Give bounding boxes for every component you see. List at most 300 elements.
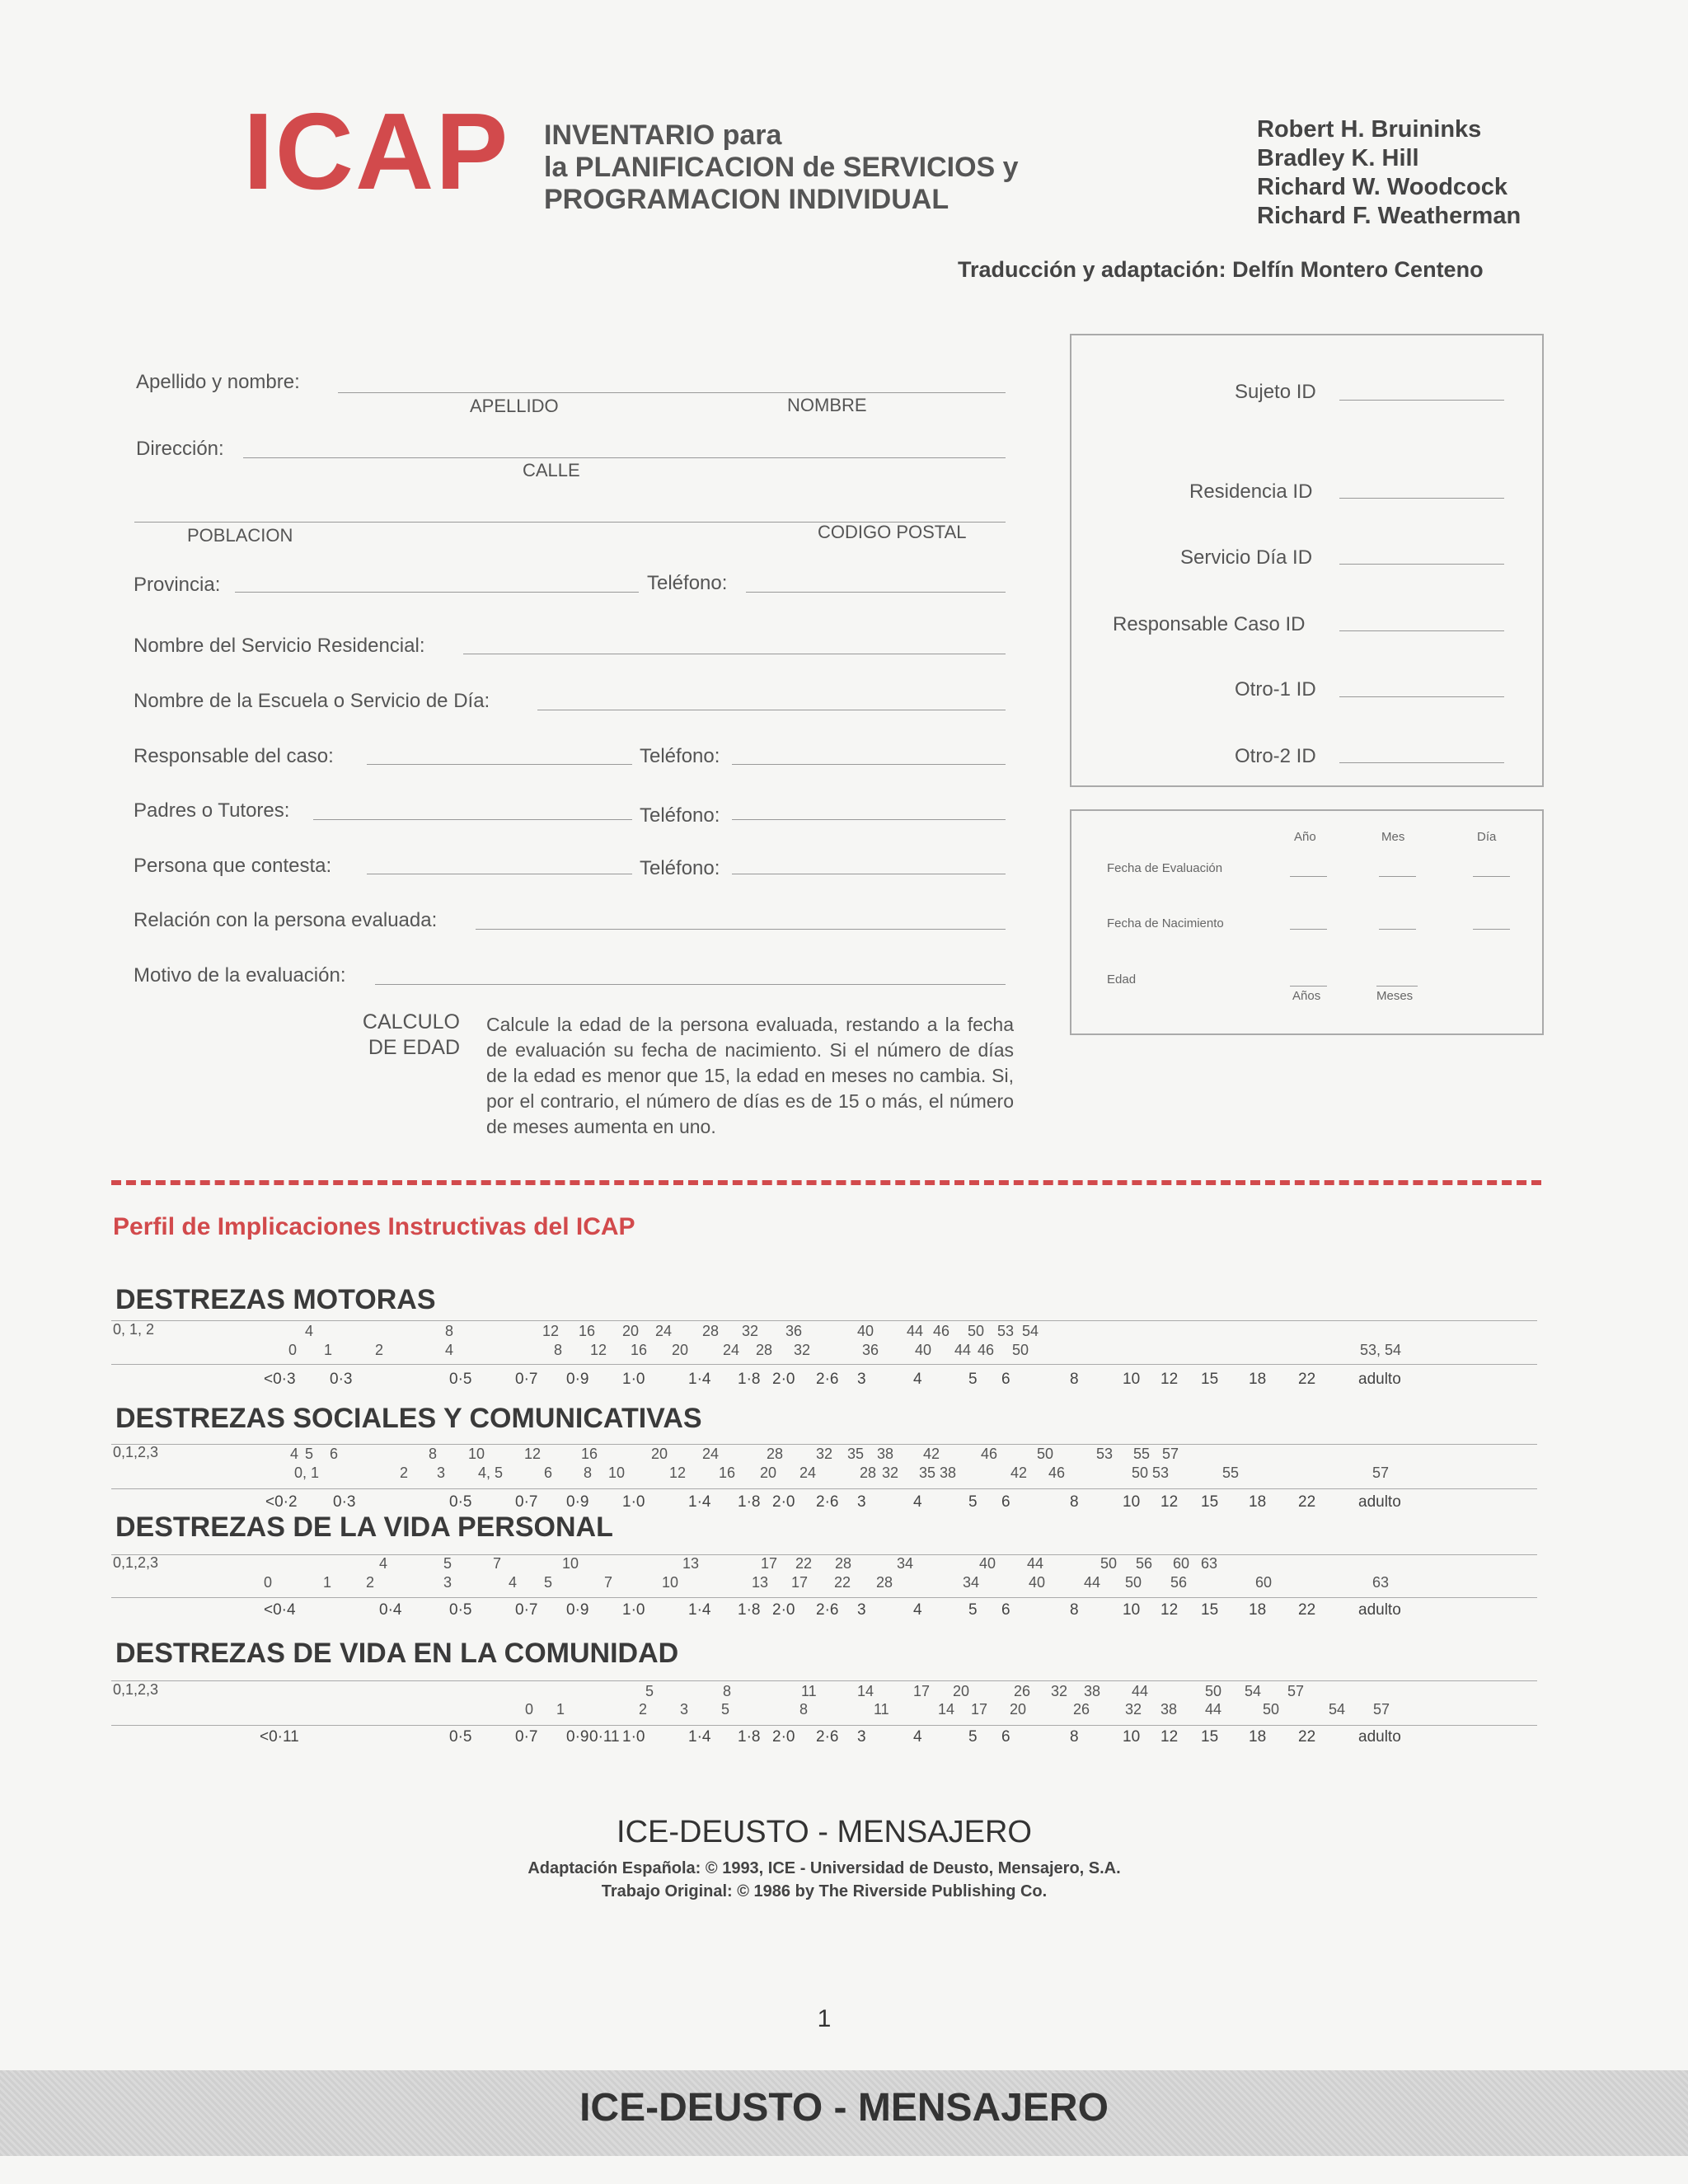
scale-value: 28 [756, 1342, 773, 1358]
document-title [544, 120, 1019, 216]
scale-value: 2 [375, 1342, 384, 1358]
scale-value: 28 [860, 1465, 877, 1481]
edad-anos-field[interactable] [1290, 986, 1327, 987]
scale-value: 60 [1173, 1555, 1190, 1572]
scale-value: 53 [1096, 1446, 1114, 1462]
telefono-field[interactable] [732, 819, 1006, 820]
telefono-field[interactable] [746, 592, 1006, 593]
scale-value: 55 [1222, 1465, 1240, 1481]
evaluacion-ano-field[interactable] [1290, 876, 1327, 877]
scale-value: 32 [742, 1323, 759, 1339]
age-tick: 12 [1160, 1728, 1179, 1746]
scale-value: 20 [651, 1446, 668, 1462]
age-tick: 3 [857, 1493, 866, 1511]
zero-label: 0,1,2,3 [113, 1444, 159, 1460]
age-tick: 3 [857, 1601, 866, 1619]
age-tick: 22 [1298, 1601, 1316, 1619]
scale-value: 16 [719, 1465, 736, 1481]
perfil-heading: Perfil de Implicaciones Instructivas del ICAP [113, 1213, 635, 1240]
age-tick: 15 [1201, 1601, 1219, 1619]
scale-value: 12 [542, 1323, 560, 1339]
scale-value: 16 [579, 1323, 596, 1339]
scale-value: 53, 54 [1360, 1342, 1402, 1358]
responsable-label: Responsable del caso: [134, 745, 334, 767]
scale-value: 13 [682, 1555, 700, 1572]
scale-value: 32 [816, 1446, 833, 1462]
scale-value: 54 [1245, 1683, 1262, 1699]
scale-value: 4 [290, 1446, 299, 1462]
scale-value: 7 [493, 1555, 502, 1572]
age-tick: 2·0 [772, 1493, 795, 1511]
age-tick: 0·7 [515, 1493, 538, 1511]
servicio-dia-id-field[interactable] [1339, 564, 1504, 565]
nacimiento-dia-field[interactable] [1473, 929, 1510, 930]
age-tick: 12 [1160, 1601, 1179, 1619]
scale-value: 57 [1287, 1683, 1305, 1699]
scale-value: 26 [1073, 1701, 1090, 1718]
section-title: DESTREZAS DE VIDA EN LA COMUNIDAD [115, 1638, 679, 1669]
scale-value: 42 [923, 1446, 940, 1462]
age-tick: 2·0 [772, 1728, 795, 1746]
scale-value: 1 [323, 1574, 332, 1591]
scale-value: 32 [794, 1342, 811, 1358]
title-line-1: INVENTARIO para [544, 120, 782, 151]
age-tick: 0·9 [566, 1601, 589, 1619]
age-tick: 1·0 [622, 1371, 645, 1388]
age-tick: 22 [1298, 1493, 1316, 1511]
age-tick: 5 [968, 1371, 978, 1388]
scale-value: 1 [324, 1342, 333, 1358]
evaluacion-mes-field[interactable] [1379, 876, 1416, 877]
scale-value: 60 [1255, 1574, 1273, 1591]
scale-value: 0, 1 [294, 1465, 320, 1481]
copyright-line: Adaptación Española: © 1993, ICE - Universidad de Deusto, Mensajero, S.A. [528, 1859, 1121, 1877]
scale-value: 63 [1372, 1574, 1390, 1591]
scale-value: 56 [1170, 1574, 1188, 1591]
fecha-nacimiento-label: Fecha de Nacimiento [1107, 916, 1224, 930]
age-tick: 4 [913, 1601, 922, 1619]
scale-value: <0·11 [260, 1728, 299, 1746]
nombre-caption: NOMBRE [787, 395, 867, 415]
zero-label: 0, 1, 2 [113, 1321, 155, 1338]
nacimiento-ano-field[interactable] [1290, 929, 1327, 930]
otro-1-id-field[interactable] [1339, 696, 1504, 697]
residencia-id-field[interactable] [1339, 498, 1504, 499]
servicio-residencial-label: Nombre del Servicio Residencial: [134, 635, 425, 657]
scale-value: 38 [940, 1465, 957, 1481]
scale-value: 35 [847, 1446, 865, 1462]
scale-value: 50 [1012, 1342, 1029, 1358]
scale-value: 56 [1136, 1555, 1153, 1572]
telefono-label: Teléfono: [640, 804, 720, 827]
edad-meses-field[interactable] [1376, 986, 1418, 987]
calle-caption: CALLE [523, 460, 580, 480]
page-number: 1 [817, 2005, 832, 2032]
calculo-heading [354, 1010, 460, 1061]
scale-value: 44 [1132, 1683, 1149, 1699]
scale-value: 40 [915, 1342, 932, 1358]
age-tick: 18 [1249, 1601, 1267, 1619]
scale-value: 8 [799, 1701, 809, 1718]
scale-value: 32 [1051, 1683, 1068, 1699]
age-tick: 12 [1160, 1493, 1179, 1511]
calculo-heading-line: CALCULO [362, 1010, 460, 1033]
scale-value: 11 [874, 1701, 889, 1718]
scale-value: 0·3 [330, 1371, 353, 1388]
age-tick: 0·9 [566, 1493, 589, 1511]
author: Richard W. Woodcock [1257, 174, 1508, 200]
author: Richard F. Weatherman [1257, 203, 1522, 229]
nacimiento-mes-field[interactable] [1379, 929, 1416, 930]
scale-value: 5 [645, 1683, 654, 1699]
telefono-label: Teléfono: [647, 572, 728, 594]
padres-label: Padres o Tutores: [134, 799, 290, 822]
scale-value: 14 [938, 1701, 955, 1718]
codigo-postal-caption: CODIGO POSTAL [818, 522, 967, 542]
age-tick: 0·7 [515, 1728, 538, 1746]
scale-value: 32 [1125, 1701, 1142, 1718]
motivo-field[interactable] [375, 984, 1006, 985]
age-tick: 2·6 [816, 1493, 839, 1511]
scale-value: 0·4 [379, 1601, 402, 1619]
age-tick: 6 [1001, 1728, 1010, 1746]
anos-caption: Años [1292, 989, 1321, 1003]
scale-value: 46 [981, 1446, 998, 1462]
age-tick: 8 [1070, 1371, 1079, 1388]
scale-value: 28 [702, 1323, 720, 1339]
scale-value: 57 [1162, 1446, 1179, 1462]
scale-value: 50 [1100, 1555, 1118, 1572]
age-tick: 10 [1123, 1601, 1141, 1619]
age-tick: 5 [968, 1601, 978, 1619]
age-tick: 15 [1201, 1493, 1219, 1511]
scale-value: 10 [608, 1465, 626, 1481]
scale-value: 2 [400, 1465, 409, 1481]
scale-value: 8 [554, 1342, 563, 1358]
scale-value: <0·3 [264, 1371, 296, 1388]
scale-value: 44 [907, 1323, 924, 1339]
apellido-nombre-field[interactable] [338, 392, 1006, 393]
sujeto-id-field[interactable] [1339, 400, 1504, 401]
scale-value: 46 [1048, 1465, 1066, 1481]
scale-value: 28 [835, 1555, 852, 1572]
scale-value: 17 [791, 1574, 809, 1591]
age-tick: 8 [1070, 1493, 1079, 1511]
responsable-caso-id-label: Responsable Caso ID [1113, 613, 1306, 635]
scale-value: 0 [264, 1574, 273, 1591]
calculo-heading-line: DE EDAD [368, 1036, 460, 1059]
age-tick: 1·4 [688, 1728, 711, 1746]
scale-value: 5 [443, 1555, 452, 1572]
age-tick: 2·0 [772, 1371, 795, 1388]
scale-value: 10 [662, 1574, 679, 1591]
age-tick: adulto [1358, 1728, 1401, 1746]
provincia-field[interactable] [235, 592, 639, 593]
sujeto-id-label: Sujeto ID [1235, 381, 1316, 403]
scale-value: 0·3 [333, 1493, 356, 1511]
age-tick: 3 [857, 1728, 866, 1746]
scale-value: 4 [445, 1342, 454, 1358]
age-tick: 10 [1123, 1493, 1141, 1511]
otro-1-id-label: Otro-1 ID [1235, 678, 1316, 701]
edad-label: Edad [1107, 972, 1137, 987]
mes-header: Mes [1381, 830, 1405, 844]
scale-value: 42 [1010, 1465, 1028, 1481]
scale-value: <0·2 [265, 1493, 298, 1511]
footer-publisher: ICE-DEUSTO - MENSAJERO [579, 2086, 1109, 2130]
zero-label: 0,1,2,3 [113, 1681, 159, 1698]
scale-value: 63 [1201, 1555, 1218, 1572]
age-tick: 3 [857, 1371, 866, 1388]
scale-value: 20 [953, 1683, 970, 1699]
apellido-caption: APELLIDO [470, 396, 559, 416]
dia-header: Día [1477, 830, 1497, 844]
otro-2-id-label: Otro-2 ID [1235, 745, 1316, 767]
scale-value: 50 [1132, 1465, 1149, 1481]
scale-value: 2 [639, 1701, 648, 1718]
poblacion-caption: POBLACION [187, 525, 293, 546]
scale-value: 6 [330, 1446, 339, 1462]
scale-value: 17 [971, 1701, 988, 1718]
scale-value: 22 [834, 1574, 851, 1591]
age-tick: 1·8 [738, 1728, 761, 1746]
age-tick: 2·6 [816, 1601, 839, 1619]
scale-bottom-line [111, 1725, 1537, 1726]
age-tick: 15 [1201, 1371, 1219, 1388]
age-tick: 0·5 [449, 1728, 472, 1746]
title-line-3: PROGRAMACION INDIVIDUAL [544, 184, 950, 215]
telefono-field[interactable] [732, 764, 1006, 765]
scale-value: 40 [857, 1323, 874, 1339]
title-line-2: la PLANIFICACION de SERVICIOS y [544, 152, 1019, 183]
scale-value: 12 [590, 1342, 607, 1358]
apellido-nombre-label: Apellido y nombre: [136, 371, 300, 393]
scale-value: 3 [437, 1465, 446, 1481]
scale-value: 44 [1027, 1555, 1044, 1572]
age-tick: adulto [1358, 1493, 1401, 1511]
padres-field[interactable] [313, 819, 632, 820]
scale-value: 17 [913, 1683, 931, 1699]
age-tick: 0·7 [515, 1371, 538, 1388]
scale-value: 24 [655, 1323, 673, 1339]
scale-value: 36 [785, 1323, 803, 1339]
scale-top-line [111, 1680, 1537, 1681]
scale-value: 53 [997, 1323, 1015, 1339]
age-tick: 0·9 [566, 1728, 589, 1746]
scale-top-line [111, 1554, 1537, 1555]
scale-value: 22 [795, 1555, 813, 1572]
age-tick: 2·6 [816, 1728, 839, 1746]
scale-value: 13 [752, 1574, 769, 1591]
scale-value: 36 [862, 1342, 879, 1358]
section-title: DESTREZAS SOCIALES Y COMUNICATIVAS [115, 1403, 702, 1434]
scale-value: 4, 5 [478, 1465, 504, 1481]
relacion-field[interactable] [476, 929, 1006, 930]
scale-value: 50 [1263, 1701, 1280, 1718]
author: Bradley K. Hill [1257, 145, 1419, 171]
scale-value: 57 [1373, 1701, 1390, 1718]
direccion-field[interactable] [243, 457, 1006, 458]
scale-top-line [111, 1444, 1537, 1445]
scale-value: 12 [524, 1446, 542, 1462]
scale-value: 6 [544, 1465, 553, 1481]
age-tick: 0·5 [449, 1493, 472, 1511]
scale-value: 46 [978, 1342, 995, 1358]
scale-value: 44 [1205, 1701, 1222, 1718]
scale-value: 34 [963, 1574, 980, 1591]
scale-value: 50 [1037, 1446, 1054, 1462]
scale-value: 20 [622, 1323, 640, 1339]
scale-value: 57 [1372, 1465, 1390, 1481]
scale-value: 32 [882, 1465, 899, 1481]
scale-value: 8 [445, 1323, 454, 1339]
age-tick: 22 [1298, 1728, 1316, 1746]
age-tick: 4 [913, 1371, 922, 1388]
age-tick: 15 [1201, 1728, 1219, 1746]
dashed-separator [111, 1180, 1541, 1185]
age-tick: 2·6 [816, 1371, 839, 1388]
scale-value: 20 [672, 1342, 689, 1358]
meses-caption: Meses [1376, 989, 1414, 1003]
scale-value: 14 [857, 1683, 874, 1699]
scale-value: 55 [1133, 1446, 1151, 1462]
evaluacion-dia-field[interactable] [1473, 876, 1510, 877]
age-tick: 4 [913, 1728, 922, 1746]
age-tick: 1·8 [738, 1371, 761, 1388]
telefono-label: Teléfono: [640, 857, 720, 879]
age-tick: 8 [1070, 1728, 1079, 1746]
age-tick: 5 [968, 1728, 978, 1746]
scale-value: 35 [919, 1465, 936, 1481]
age-tick: 0·5 [449, 1601, 472, 1619]
scale-value: 40 [979, 1555, 996, 1572]
responsable-caso-id-field[interactable] [1339, 630, 1504, 631]
scale-value: 38 [877, 1446, 894, 1462]
scale-value: 24 [723, 1342, 740, 1358]
provincia-label: Provincia: [134, 574, 221, 596]
translation-credit: Traducción y adaptación: Delfín Montero Centeno [958, 257, 1484, 282]
age-tick: 8 [1070, 1601, 1079, 1619]
age-tick: 18 [1249, 1371, 1267, 1388]
relacion-label: Relación con la persona evaluada: [134, 909, 438, 931]
age-tick: 1·4 [688, 1601, 711, 1619]
scale-value: 50 [968, 1323, 985, 1339]
age-tick: 1·4 [688, 1371, 711, 1388]
scale-value: 0 [288, 1342, 298, 1358]
scale-value: 54 [1329, 1701, 1346, 1718]
scale-value: 10 [562, 1555, 579, 1572]
ano-header: Año [1294, 830, 1316, 844]
scale-value: 8 [584, 1465, 593, 1481]
scale-value: 44 [1084, 1574, 1101, 1591]
age-tick: 1·0 [622, 1601, 645, 1619]
age-tick: 1·8 [738, 1493, 761, 1511]
age-tick: 6 [1001, 1493, 1010, 1511]
scale-value: 53 [1152, 1465, 1170, 1481]
scale-value: 1 [556, 1701, 565, 1718]
telefono-label: Teléfono: [640, 745, 720, 767]
scale-value: 46 [933, 1323, 950, 1339]
scale-value: 28 [767, 1446, 784, 1462]
age-tick: 1·4 [688, 1493, 711, 1511]
scale-value: 54 [1022, 1323, 1039, 1339]
scale-value: 5 [544, 1574, 553, 1591]
age-tick: 0·9 [566, 1371, 589, 1388]
age-tick: adulto [1358, 1601, 1401, 1619]
persona-label: Persona que contesta: [134, 855, 332, 877]
zero-label: 0,1,2,3 [113, 1554, 159, 1571]
scale-value: 38 [1084, 1683, 1101, 1699]
age-tick: 4 [913, 1493, 922, 1511]
scale-value: 5 [721, 1701, 730, 1718]
scale-bottom-line [111, 1597, 1537, 1598]
escuela-label: Nombre de la Escuela o Servicio de Día: [134, 690, 490, 712]
scale-value: 40 [1029, 1574, 1046, 1591]
scale-value: 12 [669, 1465, 687, 1481]
scale-value: <0·4 [264, 1601, 296, 1619]
authors-list [1257, 115, 1521, 231]
age-tick: 18 [1249, 1493, 1267, 1511]
age-tick: 1·0 [622, 1493, 645, 1511]
age-tick: 0·7 [515, 1601, 538, 1619]
responsable-field[interactable] [367, 764, 632, 765]
publisher-name: ICE-DEUSTO - MENSAJERO [617, 1815, 1032, 1849]
age-tick: 1·0 [622, 1728, 645, 1746]
age-tick: 2·0 [772, 1601, 795, 1619]
scale-value: 8 [723, 1683, 732, 1699]
age-tick: 10 [1123, 1728, 1141, 1746]
age-tick: 1·8 [738, 1601, 761, 1619]
scale-bottom-line [111, 1364, 1537, 1365]
motivo-label: Motivo de la evaluación: [134, 964, 346, 987]
scale-value: 34 [897, 1555, 914, 1572]
copyright-line: Trabajo Original: © 1986 by The Riverside Publishing Co. [601, 1882, 1048, 1900]
otro-2-id-field[interactable] [1339, 762, 1504, 763]
scale-value: 4 [379, 1555, 388, 1572]
age-tick: 6 [1001, 1601, 1010, 1619]
scale-value: 4 [305, 1323, 314, 1339]
icap-logo: ICAP [243, 91, 510, 212]
scale-value: 11 [801, 1683, 817, 1699]
age-tick: 18 [1249, 1728, 1267, 1746]
scale-value: 16 [581, 1446, 598, 1462]
age-tick: adulto [1358, 1371, 1401, 1388]
scale-value: 5 [305, 1446, 314, 1462]
scale-value: 8 [429, 1446, 438, 1462]
residencia-id-label: Residencia ID [1189, 480, 1313, 503]
age-tick: 5 [968, 1493, 978, 1511]
scale-value: 16 [631, 1342, 648, 1358]
scale-value: 3 [680, 1701, 689, 1718]
scale-value: 44 [954, 1342, 972, 1358]
scale-top-line [111, 1320, 1537, 1321]
scale-value: 50 [1205, 1683, 1222, 1699]
age-tick: 22 [1298, 1371, 1316, 1388]
scale-value: 4 [509, 1574, 518, 1591]
author: Robert H. Bruininks [1257, 116, 1482, 143]
age-tick: 12 [1160, 1371, 1179, 1388]
scale-value: 0 [525, 1701, 534, 1718]
scale-value: 7 [604, 1574, 613, 1591]
scale-value: 24 [799, 1465, 817, 1481]
scale-value: 26 [1014, 1683, 1031, 1699]
scale-value: 20 [1010, 1701, 1027, 1718]
scale-value: 24 [702, 1446, 720, 1462]
scale-value: 20 [760, 1465, 777, 1481]
servicio-dia-id-label: Servicio Día ID [1180, 546, 1313, 569]
section-title: DESTREZAS DE LA VIDA PERSONAL [115, 1511, 613, 1543]
scale-value: 0·11 [589, 1728, 620, 1746]
